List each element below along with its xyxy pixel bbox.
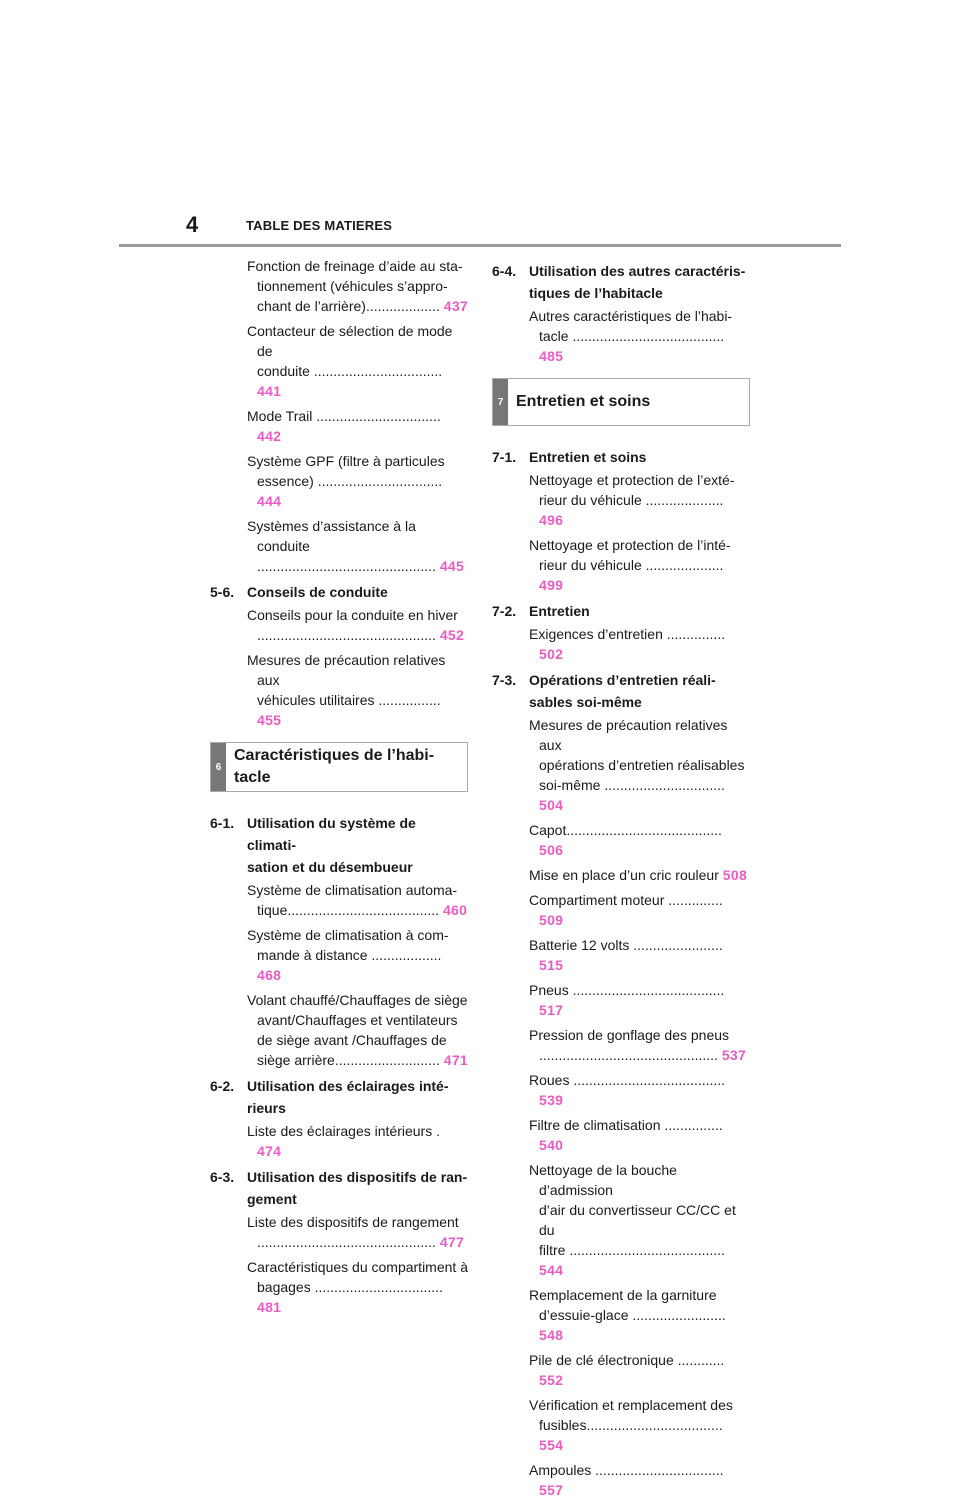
toc-section-heading[interactable] (210, 1166, 468, 1210)
toc-entry[interactable] (492, 1115, 750, 1155)
section-number: 5-6. (210, 584, 235, 600)
toc-entry[interactable] (492, 820, 750, 860)
page-header (0, 212, 960, 248)
toc-entry-text: Pneus ....................................... 517 (529, 982, 725, 1018)
section-title: Utilisation du système de climati- sation et du désembueur (247, 815, 416, 875)
toc-entry[interactable] (492, 1460, 750, 1500)
toc-page-number[interactable]: 468 (257, 967, 282, 983)
section-title: Utilisation des éclairages inté- rieurs (247, 1078, 449, 1116)
section-number: 6-3. (210, 1169, 235, 1185)
toc-page-number[interactable]: 506 (539, 842, 564, 858)
toc-entry[interactable] (210, 990, 468, 1070)
toc-page-number[interactable]: 477 (439, 1234, 465, 1250)
toc-page-number[interactable]: 460 (442, 902, 468, 918)
toc-section-heading[interactable] (492, 600, 750, 622)
toc-entry-text: Mise en place d’un cric rouleur 508 (529, 867, 748, 883)
toc-entry[interactable] (492, 1025, 750, 1065)
toc-page-number[interactable]: 540 (539, 1137, 564, 1153)
header-divider (119, 244, 841, 247)
toc-entry[interactable] (210, 880, 468, 920)
toc-entry[interactable] (210, 256, 468, 316)
toc-entry[interactable] (210, 406, 468, 446)
chapter-title: Entretien et soins (516, 393, 651, 410)
toc-entry[interactable] (492, 1395, 750, 1455)
section-number: 6-4. (492, 263, 517, 279)
toc-page-number[interactable]: 437 (443, 298, 468, 314)
toc-entry-text: Exigences d’entretien ............... 502 (529, 626, 726, 662)
toc-page-number[interactable]: 537 (721, 1047, 747, 1063)
toc-page-number[interactable]: 544 (539, 1262, 564, 1278)
toc-section-heading[interactable] (492, 669, 750, 713)
toc-entry-text: Liste des dispositifs de rangement .............................................. 477 (247, 1214, 465, 1250)
toc-page-number[interactable]: 509 (539, 912, 564, 928)
toc-entry-text: Batterie 12 volts ....................... 515 (529, 937, 723, 973)
toc-page-number[interactable]: 499 (539, 577, 564, 593)
section-number: 6-1. (210, 815, 235, 831)
toc-entry[interactable] (492, 1160, 750, 1280)
toc-entry-text: Volant chauffé/Chauffages de siège avant/Chauffages et ventilateurs de siège avant /Chauffages de siège arrière........................... 471 (247, 992, 468, 1068)
toc-entry[interactable] (210, 516, 468, 576)
section-title: Entretien (529, 603, 590, 619)
toc-entry-text: Mesures de précaution relatives aux véhicules utilitaires ................ 455 (247, 652, 446, 728)
toc-page-number[interactable]: 485 (539, 348, 564, 364)
section-title: Conseils de conduite (247, 584, 388, 600)
section-number: 7-3. (492, 672, 517, 688)
toc-entry-text: Nettoyage et protection de l’inté- rieur du véhicule .................... 499 (529, 537, 731, 593)
section-number: 7-1. (492, 449, 517, 465)
toc-section-heading[interactable] (210, 1075, 468, 1119)
toc-entry-text: Fonction de freinage d’aide au sta- tionnement (véhicules s’appro- chant de l’arrière)................... 437 (247, 258, 468, 314)
toc-page-number[interactable]: 455 (257, 712, 282, 728)
toc-page-number[interactable]: 552 (539, 1372, 564, 1388)
toc-page-number[interactable]: 474 (257, 1143, 282, 1159)
toc-entry-text: Filtre de climatisation ............... 540 (529, 1117, 723, 1153)
section-title: Utilisation des autres caractéris- tiques de l’habitacle (529, 263, 746, 301)
toc-page-number[interactable]: 539 (539, 1092, 564, 1108)
toc-entry-text: Ampoules ................................. 557 (529, 1462, 724, 1498)
toc-page-number[interactable]: 445 (439, 558, 465, 574)
section-title: Opérations d’entretien réali- sables soi-même (529, 672, 716, 710)
toc-page-number[interactable]: 515 (539, 957, 564, 973)
toc-entry-text: Système GPF (filtre à particules essence) ................................ 444 (247, 453, 445, 509)
toc-entry[interactable] (492, 865, 750, 885)
toc-page-number[interactable]: 441 (257, 383, 282, 399)
toc-entry[interactable] (492, 1070, 750, 1110)
toc-entry-text: Autres caractéristiques de l’habi- tacle ....................................... 485 (529, 308, 733, 364)
toc-entry-text: Compartiment moteur .............. 509 (529, 892, 723, 928)
toc-page-number[interactable]: 508 (722, 867, 748, 883)
header-title: TABLE DES MATIERES (246, 218, 393, 233)
toc-entry-text: Liste des éclairages intérieurs . 474 (247, 1123, 440, 1159)
toc-entry[interactable] (210, 1257, 468, 1317)
page-number: 4 (186, 212, 199, 237)
toc-entry-text: Conseils pour la conduite en hiver .............................................. 452 (247, 607, 465, 643)
toc-entry-text: Caractéristiques du compartiment à bagages ................................. 481 (247, 1259, 468, 1315)
chapter-heading-box[interactable] (210, 742, 468, 792)
toc-section-heading[interactable] (492, 446, 750, 468)
toc-entry-text: Roues ....................................... 539 (529, 1072, 726, 1108)
toc-page-number[interactable]: 452 (439, 627, 465, 643)
toc-page-number[interactable]: 442 (257, 428, 282, 444)
toc-entry[interactable] (492, 935, 750, 975)
section-number: 6-2. (210, 1078, 235, 1094)
toc-entry[interactable] (492, 535, 750, 595)
toc-entry-text: Vérification et remplacement des fusibles................................... 554 (529, 1397, 733, 1453)
toc-entry[interactable] (492, 1350, 750, 1390)
toc-page-number[interactable]: 548 (539, 1327, 564, 1343)
toc-entry-text: Systèmes d’assistance à la conduite .............................................. 445 (247, 518, 465, 574)
toc-page-number[interactable]: 517 (539, 1002, 564, 1018)
toc-entry[interactable] (210, 925, 468, 985)
toc-page-number[interactable]: 502 (539, 646, 564, 662)
toc-section-heading[interactable] (492, 260, 750, 304)
section-title: Entretien et soins (529, 449, 647, 465)
toc-entry[interactable] (210, 1212, 468, 1252)
toc-column-left (210, 256, 468, 1322)
toc-entry[interactable] (492, 890, 750, 930)
toc-entry-text: Système de climatisation à com- mande à distance .................. 468 (247, 927, 449, 983)
section-title: Utilisation des dispositifs de ran- gement (247, 1169, 468, 1207)
toc-page-number[interactable]: 481 (257, 1299, 282, 1315)
toc-page-number[interactable]: 554 (539, 1437, 564, 1453)
toc-page-number[interactable]: 471 (443, 1052, 468, 1068)
toc-column-right (492, 256, 750, 1505)
toc-entry-text: Remplacement de la garniture d’essuie-glace ........................ 548 (529, 1287, 726, 1343)
toc-entry[interactable] (492, 1285, 750, 1345)
toc-entry[interactable] (210, 650, 468, 730)
toc-section-heading[interactable] (210, 581, 468, 603)
toc-entry-text: Pression de gonflage des pneus .............................................. 537 (529, 1027, 747, 1063)
toc-page-number[interactable]: 496 (539, 512, 564, 528)
toc-entry[interactable] (492, 624, 750, 664)
toc-entry[interactable] (492, 980, 750, 1020)
section-number: 7-2. (492, 603, 517, 619)
toc-entry-text: Contacteur de sélection de mode de conduite ................................. 441 (247, 323, 453, 399)
toc-entry[interactable] (492, 470, 750, 530)
toc-entry-text: Capot........................................ 506 (529, 822, 722, 858)
toc-entry[interactable] (492, 715, 750, 815)
toc-section-heading[interactable] (210, 812, 468, 878)
chapter-number-tab: 7 (493, 379, 508, 425)
toc-entry-text: Pile de clé électronique ............ 552 (529, 1352, 725, 1388)
chapter-title: Caractéristiques de l’habi- tacle (234, 747, 435, 786)
toc-entry-text: Mode Trail ................................ 442 (247, 408, 441, 444)
toc-page-number[interactable]: 444 (257, 493, 282, 509)
toc-entry-text: Système de climatisation automa- tique....................................... 460 (247, 882, 468, 918)
chapter-number-tab: 6 (211, 743, 226, 791)
toc-entry[interactable] (210, 321, 468, 401)
toc-entry[interactable] (210, 1121, 468, 1161)
toc-entry[interactable] (210, 451, 468, 511)
toc-entry-text: Nettoyage et protection de l’exté- rieur du véhicule .................... 496 (529, 472, 735, 528)
toc-entry-text: Mesures de précaution relatives aux opérations d’entretien réalisables soi-même ............................... 504 (529, 717, 745, 813)
toc-page-number[interactable]: 557 (539, 1482, 564, 1498)
toc-entry[interactable] (492, 306, 750, 366)
toc-entry[interactable] (210, 605, 468, 645)
toc-page-number[interactable]: 504 (539, 797, 564, 813)
toc-entry-text: Nettoyage de la bouche d’admission d’air du convertisseur CC/CC et du filtre ........................................ 544 (529, 1162, 736, 1278)
chapter-heading-box[interactable] (492, 378, 750, 426)
